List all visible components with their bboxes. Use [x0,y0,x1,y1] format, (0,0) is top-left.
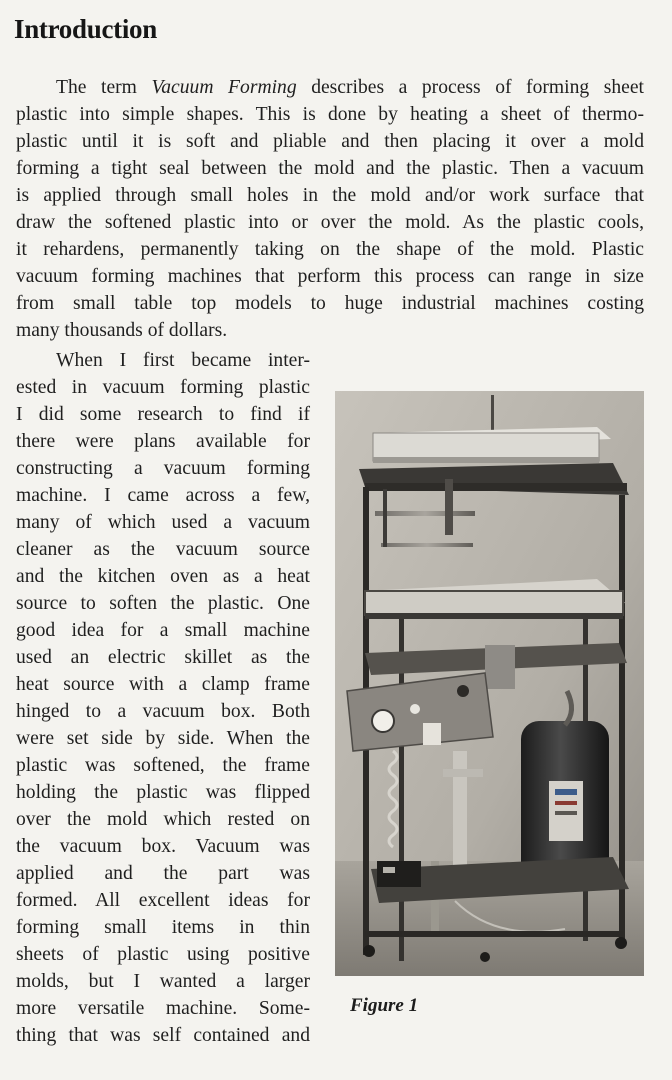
paragraph-2-line: more versatile machine. Some- [16,998,310,1019]
paragraph-1-line: forming a tight seal between the mold and the plastic. Then a vacuum [16,158,644,179]
paragraph-2-line: thing that was self contained and [16,1025,310,1046]
vacuum-forming-machine-illustration [335,391,644,976]
paragraph-2-line: ested in vacuum forming plastic [16,377,310,398]
paragraph-1-line: from small table top models to huge industrial machines costing [16,293,644,314]
paragraph-2-line: cleaner as the vacuum source [16,539,310,560]
paragraph-2-line: machine. I came across a few, [16,485,310,506]
paragraph-2-line: hinged to a vacuum box. Both [16,701,310,722]
paragraph-2-line: plastic was softened, the frame [16,755,310,776]
paragraph-1-line-1 [56,74,644,101]
paragraph-1-line: plastic into simple shapes. This is done by heating a sheet of thermo- [16,104,644,125]
paragraph-2-line: holding the plastic was flipped [16,782,310,803]
paragraph-1-line: many thousands of dollars. [16,320,228,341]
paragraph-2-line: formed. All excellent ideas for [16,890,310,911]
paragraph-2-line: heat source with a clamp frame [16,674,310,695]
paragraph-2-line: source to soften the plastic. One [16,593,310,614]
paragraph-2-line: constructing a vacuum forming [16,458,310,479]
paragraph-2-line: good idea for a small machine [16,620,310,641]
paragraph-1-line: draw the softened plastic into or over the mold. As the plastic cools, [16,212,644,233]
paragraph-2-line: and the kitchen oven as a heat [16,566,310,587]
paragraph-2-line: over the mold which rested on [16,809,310,830]
figure-caption: Figure 1 [350,995,419,1016]
paragraph-1-text: describes a process of forming sheet [296,77,644,98]
paragraph-2-line: there were plans available for [16,431,310,452]
paragraph-2-line: applied and the part was [16,863,310,884]
paragraph-1-text: The term [56,77,152,98]
paragraph-2-line: sheets of plastic using positive [16,944,310,965]
figure-1-photo [335,391,644,976]
paragraph-2-line: forming small items in thin [16,917,310,938]
paragraph-2-line: I did some research to find if [16,404,310,425]
paragraph-1-line: plastic until it is soft and pliable and then placing it over a mold [16,131,644,152]
paragraph-1-line: vacuum forming machines that perform this process can range in size [16,266,644,287]
term-emphasis: Vacuum Forming [151,77,297,98]
paragraph-2-line: the vacuum box. Vacuum was [16,836,310,857]
paragraph-2-line: When I first became inter- [56,350,310,371]
paragraph-2-line: many of which used a vacuum [16,512,310,533]
paragraph-1-line: is applied through small holes in the mold and/or work surface that [16,185,644,206]
section-heading: Introduction [14,14,157,44]
paragraph-1-line: it rehardens, permanently taking on the shape of the mold. Plastic [16,239,644,260]
paragraph-2-line: were set side by side. When the [16,728,310,749]
paragraph-2-line: molds, but I wanted a larger [16,971,310,992]
paragraph-2-line: used an electric skillet as the [16,647,310,668]
